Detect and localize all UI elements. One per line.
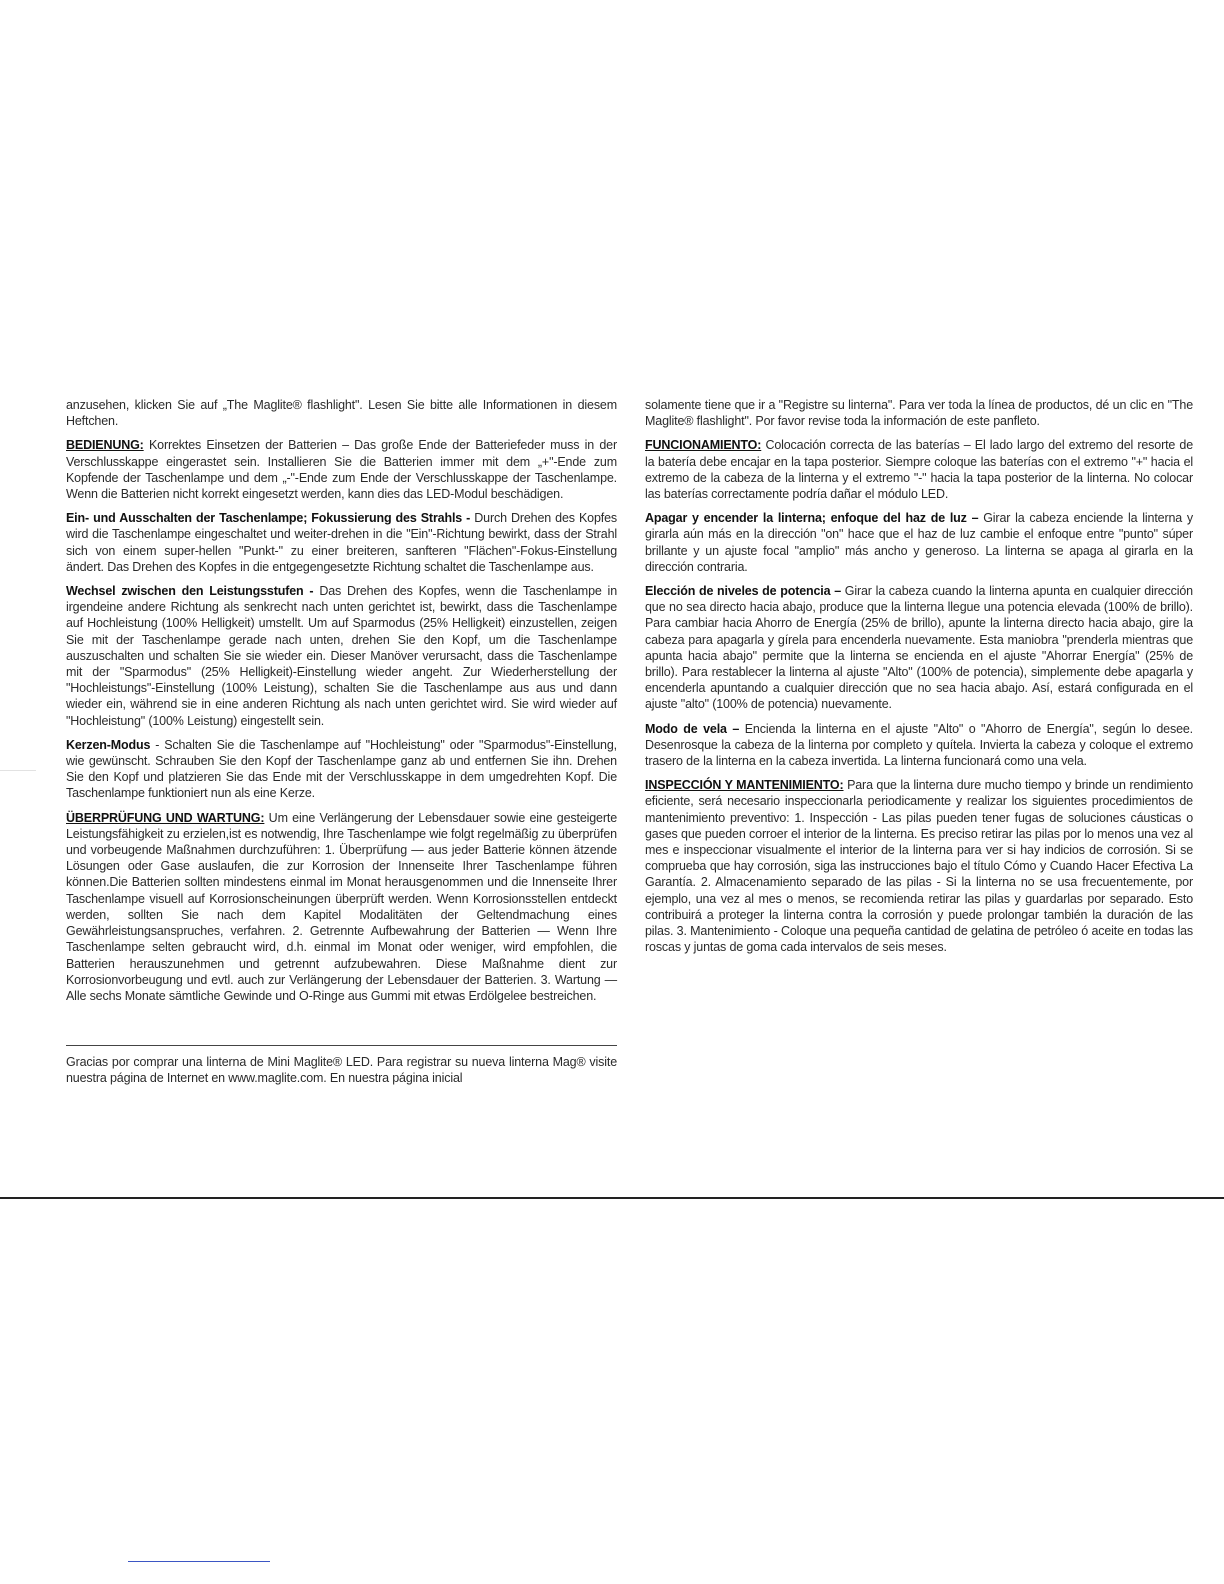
- spanish-intro-block: [66, 1054, 617, 1086]
- german-power-levels-paragraph: [66, 583, 617, 729]
- german-candle-mode-text: - Schalten Sie die Taschenlampe auf "Hochleistung" oder "Sparmodus"-Einstellung, wie gewünscht. Schrauben Sie den Kopf der Taschenlampe ganz ab und entfernen Sie ihn. Drehen Sie den Kopf und platzieren Sie das Ende mit der Verschlusskappe in dem umgedrehten Kopf. Die Taschenlampe funktioniert nun als eine Kerze.: [66, 737, 617, 801]
- spanish-power-levels-paragraph: [645, 583, 1193, 713]
- spanish-operation-paragraph: [645, 437, 1193, 502]
- german-on-off-heading: Ein- und Ausschalten der Taschenlampe; Fokussierung des Strahls -: [66, 511, 471, 526]
- german-power-levels-text: Das Drehen des Kopfes, wenn die Taschenlampe in irgendeine andere Richtung als senkrecht nach unten gerichtet ist, bewirkt, dass die Taschenlampe auf Hochleistung (100% Helligkeit) umstellt. Um auf Sparmodus (25% Helligkeit) einzustellen, zeigen Sie mit der Taschenlampe gerade nach unten, drehen Sie den Kopf, um die Taschenlampe auszuschalten und schalten Sie sie wieder ein. Dieser Manöver verursacht, dass die Taschenlampe mit der "Sparmodus" (25% Helligkeit)-Einstellung wieder angeht. Zur Wiederherstellung der "Hochleistungs"-Einstellung (100% Leistung), schalten Sie die Taschenlampe aus aus und dann wieder ein, während sie in eine anderen Richtung als nach unten gerichtet wird. Sie wird wieder auf "Hochleistung" (100% Leistung) eingestellt sein.: [66, 584, 617, 728]
- german-maintenance-text: Um eine Verlängerung der Lebensdauer sowie eine gesteigerte Leistungsfähigkeit zu erzielen,ist es notwendig, Ihre Taschenlampe wie folgt regelmäßig zu überprüfen und vorbeugende Maßnahmen durchzuführen: 1. Überprüfung — aus jeder Batterie können ätzende Lösungen oder Gase auslaufen, die zur Korrosion der Innenseite Ihrer Taschenlampe führen können.Die Batterien sollten mindestens einmal im Monat herausgenommen und die Innenseite Ihrer Taschenlampe visuell auf Korrosionscheinungen überprüft werden. Wenn Korrosionsstellen entdeckt werden, sollten Sie nach dem Kapitel Modalitäten der Geltendmachung eines Gewährleistungsanspruches, verfahren. 2. Getrennte Aufbewahrung der Batterien — Wenn Ihre Taschenlampe selten gebraucht wird, d.h. einmal im Monat oder weniger, wird empfohlen, die Batterien herauszunehmen und getrennt aufzubewahren. Diese Maßnahme dient zur Korrosionvorbeugung und evtl. auch zur Verlängerung der Lebensdauer der Batterien. 3. Wartung — Alle sechs Monate sämtliche Gewinde und O-Ringe aus Gummi mit etwas Erdölgelee bestreichen.: [66, 810, 617, 1003]
- page-fold-line: [0, 1197, 1224, 1199]
- spanish-on-off-text: Girar la cabeza enciende la linterna y girarla aún más en la dirección "on" hace que el haz de luz cambie el enfoque entre "punto" súper brillante y un ajuste focal "amplio" más ancho y generoso. La linterna se apaga al girarla en la dirección contraria.: [645, 511, 1193, 574]
- spanish-candle-mode-text: Encienda la linterna en el ajuste "Alto" o "Ahorro de Energía", según lo desee. Desenrosque la cabeza de la linterna por completo y quítela. Invierta la cabeza y coloque el extremo trasero de la linterna en la cabeza invertida. La linterna funcionará como una vela.: [645, 721, 1193, 769]
- german-column: [66, 397, 617, 1004]
- spanish-on-off-paragraph: [645, 510, 1193, 575]
- german-operation-paragraph: [66, 437, 617, 502]
- spanish-maintenance-paragraph: [645, 777, 1193, 955]
- spanish-operation-text: Colocación correcta de las baterías – El lado largo del extremo del resorte de la batería debe encajar en la tapa posterior. Siempre coloque las baterías con el extremo "+" hacia el extremo de la cabeza de la linterna y el extremo "-" hacia la tapa posterior de la linterna. No colocar las baterías correctamente podría dañar el módulo LED.: [645, 438, 1193, 502]
- spanish-intro-paragraph: Gracias por comprar una linterna de Mini Maglite® LED. Para registrar su nueva linterna Mag® visite nuestra página de Internet en www.maglite.com. En nuestra página inicial: [66, 1055, 617, 1086]
- german-on-off-text: Durch Drehen des Kopfes wird die Taschenlampe eingeschaltet und weiter-drehen in die "Ein"-Richtung bewirkt, dass der Strahl sich von einem super-hellen "Punkt-" zu einer breiteren, sanfteren "Flächen"-Fokus-Einstellung ändert. Das Drehen des Kopfes in die entgegengesetzte Richtung schaltet die Taschenlampe aus.: [66, 511, 617, 574]
- link-underline: [128, 1561, 270, 1562]
- spanish-candle-mode-heading: Modo de vela –: [645, 721, 740, 736]
- german-candle-mode-heading: Kerzen-Modus: [66, 737, 151, 752]
- spanish-operation-heading: FUNCIONAMIENTO:: [645, 438, 762, 453]
- scan-mark: [0, 770, 36, 771]
- german-operation-text: Korrektes Einsetzen der Batterien – Das große Ende der Batteriefeder muss in der Verschlusskappe eingerastet sein. Installieren Sie die Batterien immer mit dem „+"-Ende zum Kopfende der Taschenlampe und dem „-"-Ende zum Ende der Verschlusskappe der Taschenlampe. Wenn die Batterien nicht korrekt eingesetzt werden, kann dies das LED-Modul beschädigen.: [66, 438, 617, 502]
- german-candle-mode-paragraph: [66, 737, 617, 802]
- spanish-power-levels-heading: Elección de niveles de potencia –: [645, 584, 842, 599]
- german-on-off-paragraph: [66, 510, 617, 575]
- german-operation-heading: BEDIENUNG:: [66, 438, 144, 453]
- spanish-continued-paragraph: solamente tiene que ir a "Registre su linterna". Para ver toda la línea de productos, dé un clic en "The Maglite® flashlight". Por favor revise toda la información de este panfleto.: [645, 398, 1193, 429]
- german-power-levels-heading: Wechsel zwischen den Leistungsstufen -: [66, 584, 314, 599]
- spanish-maintenance-heading: INSPECCIÓN Y MANTENIMIENTO:: [645, 778, 844, 793]
- spanish-power-levels-text: Girar la cabeza cuando la linterna apunta en cualquier dirección que no sea directo hacia abajo, produce que la linterna llegue una potencia elevada (100% de brillo). Para cambiar hacia Ahorro de Energía (25% de brillo), apunte la linterna directo hacia abajo, gire la cabeza para apagarla y gírela para encenderla nuevamente. Esta maniobra "prenderla mientras que apunta hacia abajo" permite que la linterna se encienda en el ajuste "Ahorrar Energía" (25% de brillo). Para restablecer la linterna al ajuste "Alto" (100% de potencia), simplemente debe apagarla y encenderla apuntando a cualquier dirección que no sea hacia abajo. Así, estará configurada en el ajuste "alto" (100% de potencia) nuevamente.: [645, 584, 1193, 712]
- spanish-maintenance-text: Para que la linterna dure mucho tiempo y brinde un rendimiento eficiente, será necesario inspeccionarla periodicamente y realizar los siguientes procedimientos de mantenimiento preventivo: 1. Inspección - Las pilas pueden tener fugas de soluciones cáusticas o gases que pueden corroer el interior de la linterna. Es preciso retirar las pilas por lo menos una vez al mes e inspeccionar visualmente el interior de la linterna para ver si hay indicios de corrosión. Si se comprueba que hay corrosión, siga las instrucciones bajo el título Cómo y Cuando Hacer Efectiva La Garantía. 2. Almacenamiento separado de las pilas - Si la linterna no se usa frecuentemente, por ejemplo, una vez al mes o menos, se recomienda retirar las pilas y guardarlas por separado. Esto contribuirá a proteger la linterna contra la corrosión y puede prolongar también la duración de las pilas. 3. Mantenimiento - Coloque una pequeña cantidad de gelatina de petróleo ó aceite en todas las roscas y juntas de goma cada intervalos de seis meses.: [645, 778, 1193, 955]
- german-maintenance-paragraph: [66, 810, 617, 1004]
- spanish-on-off-heading: Apagar y encender la linterna; enfoque del haz de luz –: [645, 511, 979, 526]
- german-maintenance-heading: ÜBERPRÜFUNG UND WARTUNG:: [66, 810, 265, 825]
- german-intro-paragraph: anzusehen, klicken Sie auf „The Maglite® flashlight". Lesen Sie bitte alle Informationen in diesem Heftchen.: [66, 398, 617, 429]
- spanish-column: [645, 397, 1193, 956]
- section-divider: [66, 1045, 617, 1046]
- spanish-candle-mode-paragraph: [645, 721, 1193, 770]
